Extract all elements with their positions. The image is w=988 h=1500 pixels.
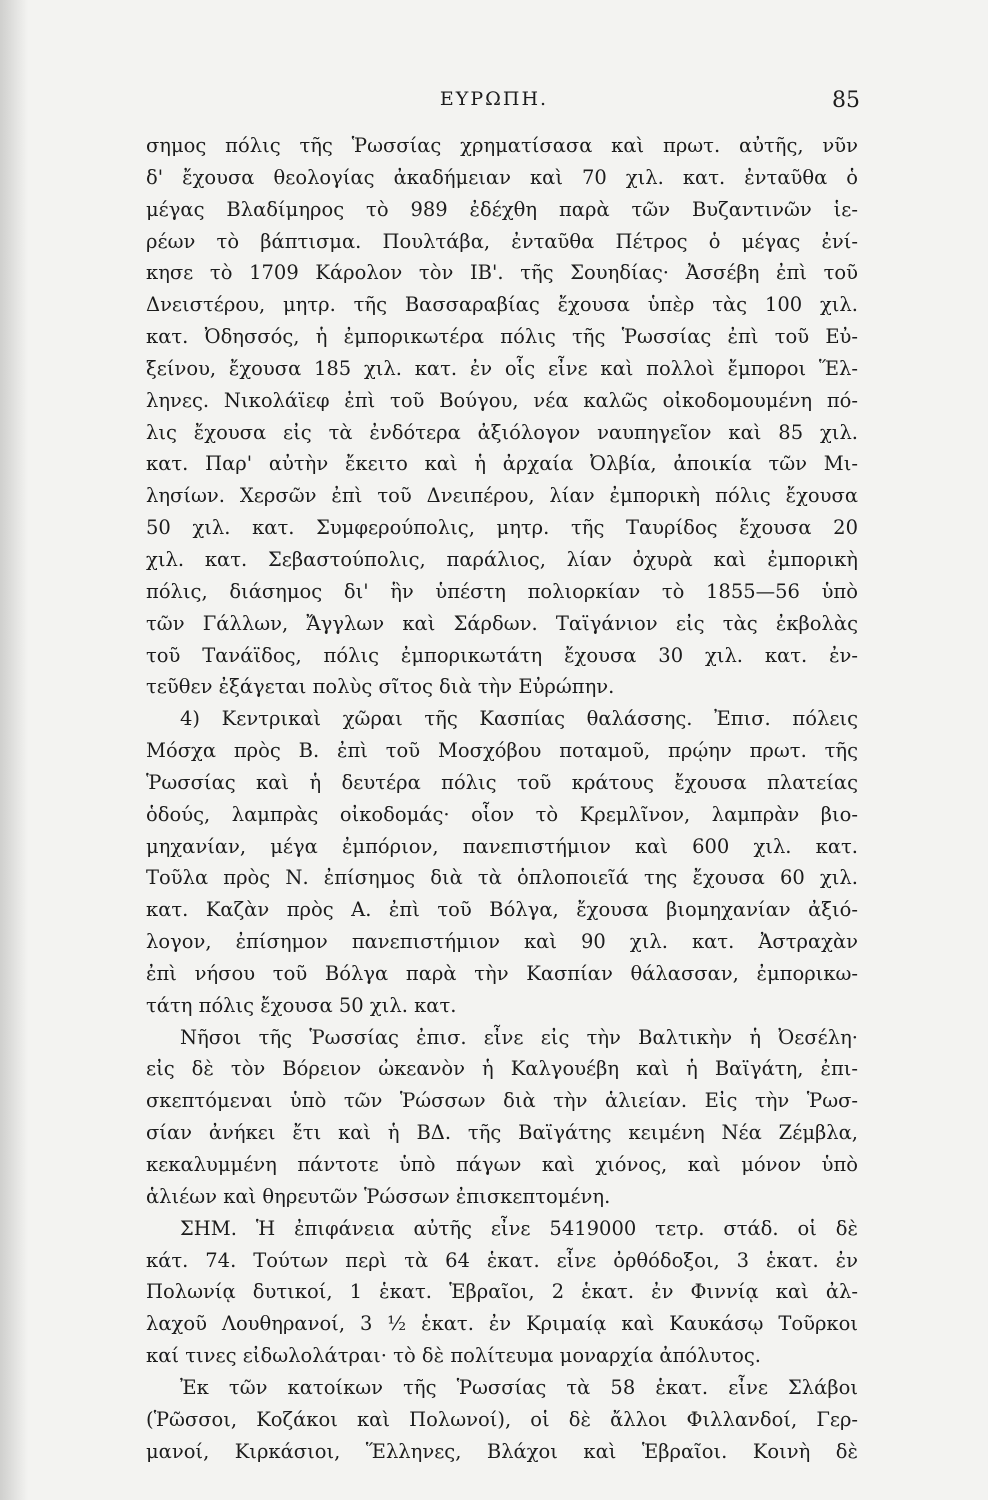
text-line: σκεπτόμεναι ὑπὸ τῶν Ῥώσσων διὰ τὴν ἁλιείαν. Εἰς τὴν Ῥωσ- xyxy=(146,1089,858,1113)
text-line: πόλις, διάσημος δι' ἣν ὑπέστη πολιορκίαν τὸ 1855—56 ὑπὸ xyxy=(146,579,858,603)
text-line: Νῆσοι τῆς Ῥωσσίας ἐπισ. εἶνε εἰς τὴν Βαλτικὴν ἡ Ὀεσέλη· xyxy=(180,1025,858,1049)
text-line: κατ. Καζὰν πρὸς Α. ἐπὶ τοῦ Βόλγα, ἔχουσα βιομηχανίαν ἀξιό- xyxy=(146,898,858,922)
text-line: ἐπὶ νήσου τοῦ Βόλγα παρὰ τὴν Κασπίαν θάλασσαν, ἐμπορικω- xyxy=(146,961,858,985)
text-line: ρέων τὸ βάπτισμα. Πουλτάβα, ἐνταῦθα Πέτρος ὁ μέγας ἐνί- xyxy=(146,229,858,253)
text-line: λις ἔχουσα εἰς τὰ ἐνδότερα ἀξιόλογον ναυπηγεῖον καὶ 85 χιλ. xyxy=(146,420,858,444)
text-line: 50 χιλ. κατ. Συμφερούπολις, μητρ. τῆς Ταυρίδος ἔχουσα 20 xyxy=(146,516,858,540)
body-text xyxy=(146,130,858,1467)
text-line: σημος πόλις τῆς Ῥωσσίας χρηματίσασα καὶ πρωτ. αὐτῆς, νῦν xyxy=(146,134,858,157)
text-line: κατ. Ὀδησσός, ἡ ἐμπορικωτέρα πόλις τῆς Ῥωσσίας ἐπὶ τοῦ Εὐ- xyxy=(146,325,858,349)
text-line: κατ. Παρ' αὐτὴν ἔκειτο καὶ ἡ ἀρχαία Ὀλβία, ἀποικία τῶν Μι- xyxy=(146,452,858,476)
text-line: Ῥωσσίας καὶ ἡ δευτέρα πόλις τοῦ κράτους ἔχουσα πλατείας xyxy=(146,770,858,794)
text-line: λαχοῦ Λουθηρανοί, 3 ½ ἑκατ. ἐν Κριμαίᾳ καὶ Καυκάσῳ Τοῦρκοι xyxy=(146,1312,858,1336)
text-line: μέγας Βλαδίμηρος τὸ 989 ἐδέχθη παρὰ τῶν Βυζαντινῶν ἱε- xyxy=(146,197,858,221)
text-line: τοῦ Τανάϊδος, πόλις ἐμπορικωτάτη ἔχουσα 30 χιλ. κατ. ἐν- xyxy=(146,643,858,667)
running-header-title: ΕΥΡΩΠΗ. xyxy=(439,88,549,110)
page-gutter-shadow xyxy=(0,0,28,1500)
text-line: καί τινες εἰδωλολάτραι· τὸ δὲ πολίτευμα μοναρχία ἀπόλυτος. xyxy=(146,1344,761,1368)
text-line: ΣΗΜ. Ἡ ἐπιφάνεια αὐτῆς εἶνε 5419000 τετρ. στάδ. οἱ δὲ xyxy=(180,1216,858,1240)
text-line: λογον, ἐπίσημον πανεπιστήμιον καὶ 90 χιλ. κατ. Ἀστραχὰν xyxy=(146,930,858,954)
text-line: λησίων. Χερσῶν ἐπὶ τοῦ Δνειπέρου, λίαν ἐμπορικὴ πόλις ἔχουσα xyxy=(146,484,858,508)
text-line: (Ῥῶσσοι, Κοζάκοι καὶ Πολωνοί), οἱ δὲ ἄλλοι Φιλλανδοί, Γερ- xyxy=(146,1407,858,1431)
text-line: ἁλιέων καὶ θηρευτῶν Ῥώσσων ἐπισκεπτομένη. xyxy=(146,1184,611,1208)
text-line: εἰς δὲ τὸν Βόρειον ὠκεανὸν ἡ Καλγουέβη καὶ ἡ Βαϊγάτη, ἐπι- xyxy=(146,1057,858,1081)
text-line: μηχανίαν, μέγα ἐμπόριον, πανεπιστήμιον καὶ 600 χιλ. κατ. xyxy=(146,834,858,858)
text-line: ὁδούς, λαμπρὰς οἰκοδομάς· οἷον τὸ Κρεμλῖνον, λαμπρὰν βιο- xyxy=(146,802,858,826)
text-line: Τοῦλα πρὸς Ν. ἐπίσημος διὰ τὰ ὁπλοποιεῖά της ἔχουσα 60 χιλ. xyxy=(146,866,858,890)
text-line: χιλ. κατ. Σεβαστούπολις, παράλιος, λίαν ὀχυρὰ καὶ ἐμπορικὴ xyxy=(146,547,858,571)
text-line: 4) Κεντρικαὶ χῶραι τῆς Κασπίας θαλάσσης. Ἐπισ. πόλεις xyxy=(180,707,858,731)
text-line: ξείνου, ἔχουσα 185 χιλ. κατ. ἐν οἷς εἶνε καὶ πολλοὶ ἔμποροι Ἕλ- xyxy=(146,356,858,380)
text-line: Μόσχα πρὸς Β. ἐπὶ τοῦ Μοσχόβου ποταμοῦ, πρῴην πρωτ. τῆς xyxy=(146,739,858,763)
text-line: Πολωνίᾳ δυτικοί, 1 ἑκατ. Ἑβραῖοι, 2 ἑκατ. ἐν Φιννίᾳ καὶ ἀλ- xyxy=(146,1280,858,1304)
text-line: τάτη πόλις ἔχουσα 50 χιλ. κατ. xyxy=(146,993,457,1017)
text-line: σίαν ἀνήκει ἔτι καὶ ἡ ΒΔ. τῆς Βαϊγάτης κειμένη Νέα Ζέμβλα, xyxy=(146,1121,858,1145)
text-line: Ἐκ τῶν κατοίκων τῆς Ῥωσσίας τὰ 58 ἑκατ. εἶνε Σλάβοι xyxy=(180,1375,858,1399)
text-line: ληνες. Νικολάϊεφ ἐπὶ τοῦ Βούγου, νέα καλῶς οἰκοδομουμένη πό- xyxy=(146,388,858,412)
text-line: τῶν Γάλλων, Ἄγγλων καὶ Σάρδων. Ταϊγάνιον εἰς τὰς ἐκβολὰς xyxy=(146,611,858,635)
text-line: κάτ. 74. Τούτων περὶ τὰ 64 ἑκατ. εἶνε ὀρθόδοξοι, 3 ἑκατ. ἐν xyxy=(146,1248,858,1272)
text-line: κησε τὸ 1709 Κάρολον τὸν ΙΒ'. τῆς Σουηδίας· Ἀσσέβη ἐπὶ τοῦ xyxy=(146,261,858,285)
text-line: κεκαλυμμένη πάντοτε ὑπὸ πάγων καὶ χιόνος, καὶ μόνον ὑπὸ xyxy=(146,1153,858,1176)
text-line: Δνειστέρου, μητρ. τῆς Βασσαραβίας ἔχουσα ὑπὲρ τὰς 100 χιλ. xyxy=(146,293,858,317)
text-line: δ' ἔχουσα θεολογίας ἀκαδήμειαν καὶ 70 χιλ. κατ. ἐνταῦθα ὁ xyxy=(146,165,858,189)
text-line: τεῦθεν ἐξάγεται πολὺς σῖτος διὰ τὴν Εὐρώπην. xyxy=(146,675,615,699)
page-number: 85 xyxy=(832,88,860,113)
text-line: μανοί, Κιρκάσιοι, Ἕλληνες, Βλάχοι καὶ Ἑβραῖοι. Κοινὴ δὲ xyxy=(146,1439,858,1463)
